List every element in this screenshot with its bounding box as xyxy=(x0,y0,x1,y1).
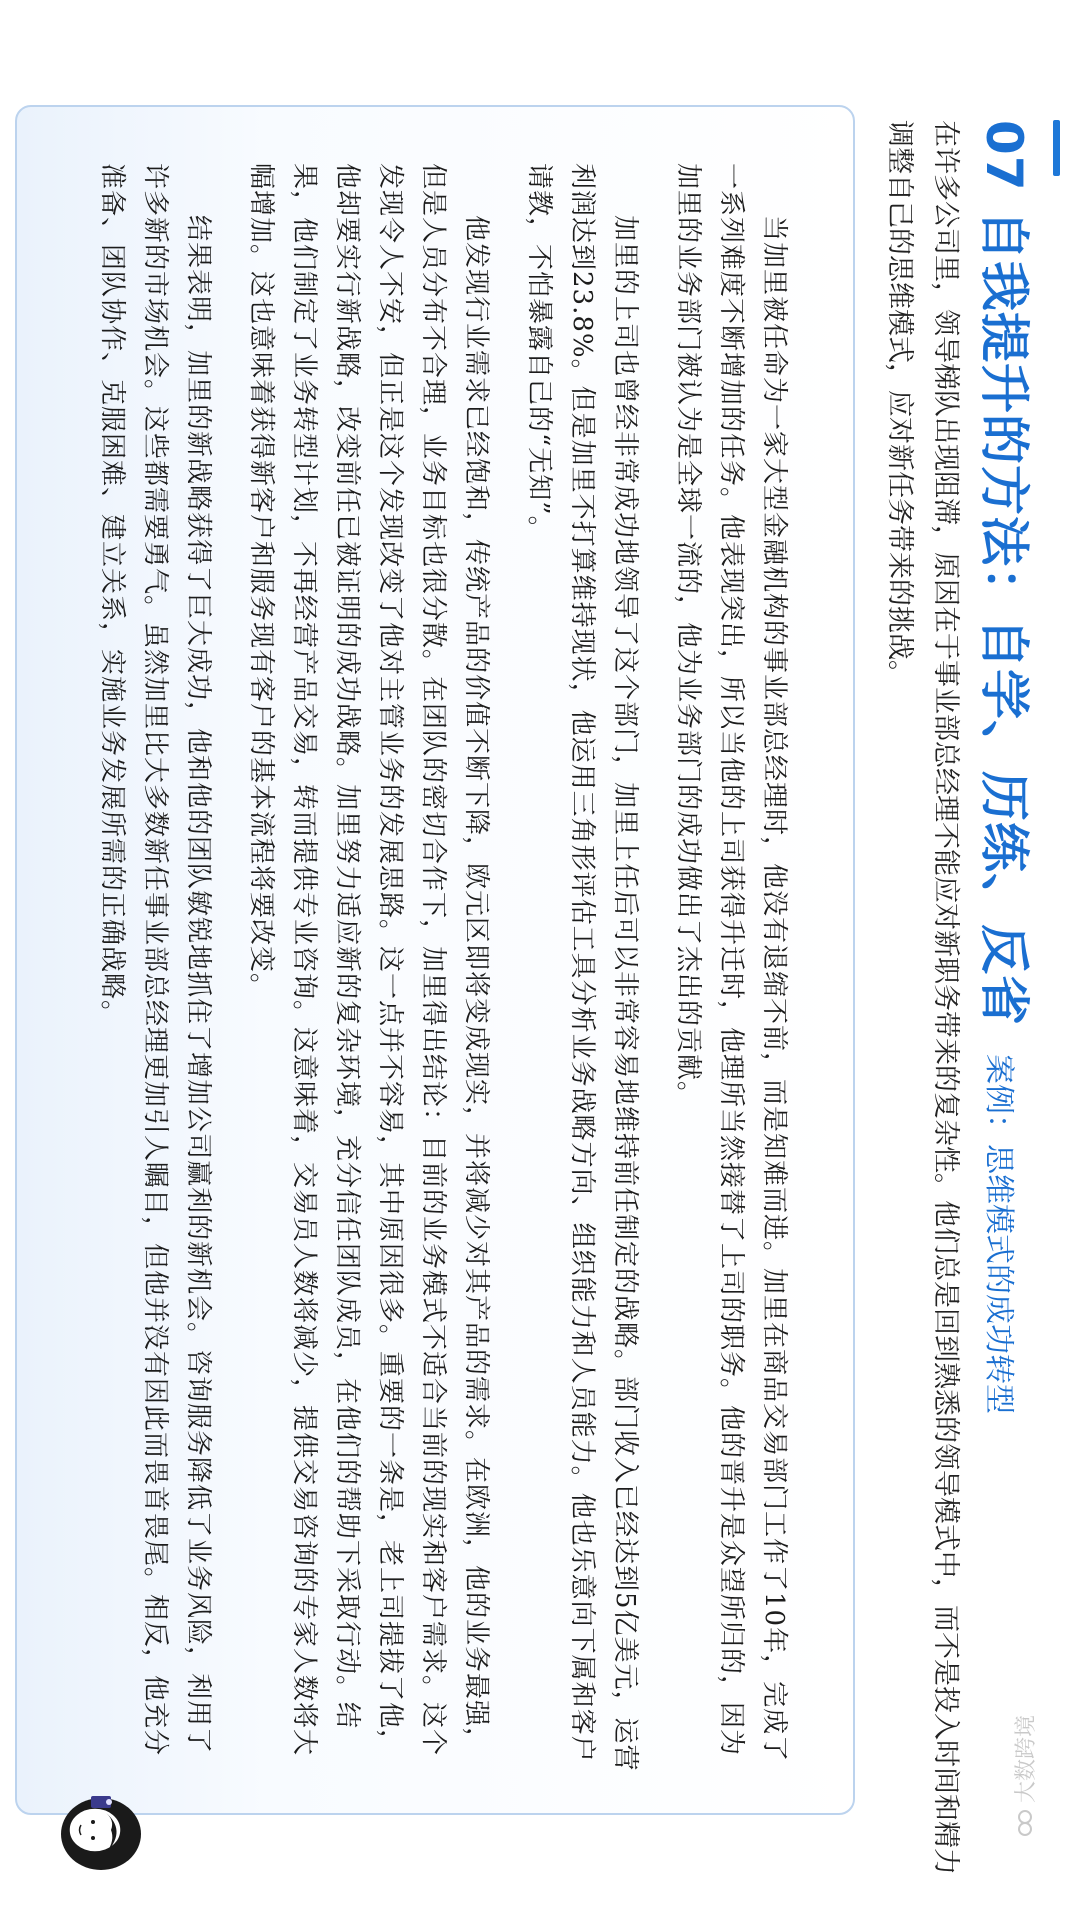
case-paragraph: 加里的上司也曾经非常成功地领导了这个部门，加里上任后可以非常容易地维持前任制定的战略。部门收入已经达到5亿美元，运营利润达到23.8%。但是加里不打算维持现状，他运用三角形评估工具分析业务战略方向、组织能力和人员能力。他也乐意向下属和客户请教，不怕暴露自己的“无知”。 xyxy=(524,163,640,1772)
case-subtitle: 案例：思维模式的成功转型 xyxy=(981,1054,1016,1414)
watermark-text: 大数跨境 xyxy=(1014,1715,1039,1804)
header xyxy=(975,120,1045,1900)
intro-text: 在许多公司里，领导梯队出现阻滞，原因在于事业部总经理不能应对新职务带来的复杂性。他们总是回到熟悉的领导模式中，而不是投入时间和精力调整自己的思维模式，应对新任务带来的挑战。 xyxy=(884,120,961,1875)
case-paragraph: 他发现行业需求已经饱和，传统产品的价值不断下降，欧元区即将变成现实，并将减少对其产品的需求。在欧洲，他的业务最强，但是人员分布不合理，业务目标也很分散。在团队的密切合作下，加里得出结论：目前的业务模式不适合当前的现实和客户需求。这个发现令人不安，但正是这个发现改变了他对主管业务的发展思路。这一点并不容易，其中原因很多。重要的一条是，老上司提拔了他，他却要实行新战略，改变前任已被证明的成功战略。加里努力适应新的复杂环境，充分信任团队成员，在他们的帮助下采取行动。结果，他们制定了业务转型计划，不再经营产品交易，转而提供专业咨询。这意味着，交易员人数将减少，提供交易咨询的专家人数将大幅增加。这也意味着获得新客户和服务现有客户的基本流程将要改变。 xyxy=(246,163,491,1757)
case-paragraph: 结果表明，加里的新战略获得了巨大成功，他和他的团队敏锐地抓住了增加公司赢利的新机会。咨询服务降低了业务风险，利用了许多新的市场机会。这些都需要勇气。虽然加里比大多数新任事业部总经理更加引人瞩目，但他并没有因此而畏首畏尾。相反，他充分准备、团队协作、克服困难、建立关系，实施业务发展所需的正确战略。 xyxy=(97,163,213,1757)
title-accent-bar xyxy=(1053,120,1060,176)
page-title: 07 自我提升的方法：自学、历练、反省 xyxy=(975,120,1033,1026)
watermark xyxy=(1009,1715,1040,1837)
cartoon-girl-avatar-icon xyxy=(57,1790,145,1872)
case-card xyxy=(15,105,855,1815)
brand-logo-icon xyxy=(1015,1809,1035,1837)
case-paragraph: 当加里被任命为一家大型金融机构的事业部总经理时，他没有退缩不前，而是知难而进。加里在商品交易部门工作了10年，完成了一系列难度不断增加的任务。他表现突出，所以当他的上司获得升迁时，他理所当然接替了上司的职务。他的晋升是众望所归的，因为加里的业务部门被认为是全球一流的，他为业务部门的成功做出了杰出的贡献。 xyxy=(673,163,789,1763)
